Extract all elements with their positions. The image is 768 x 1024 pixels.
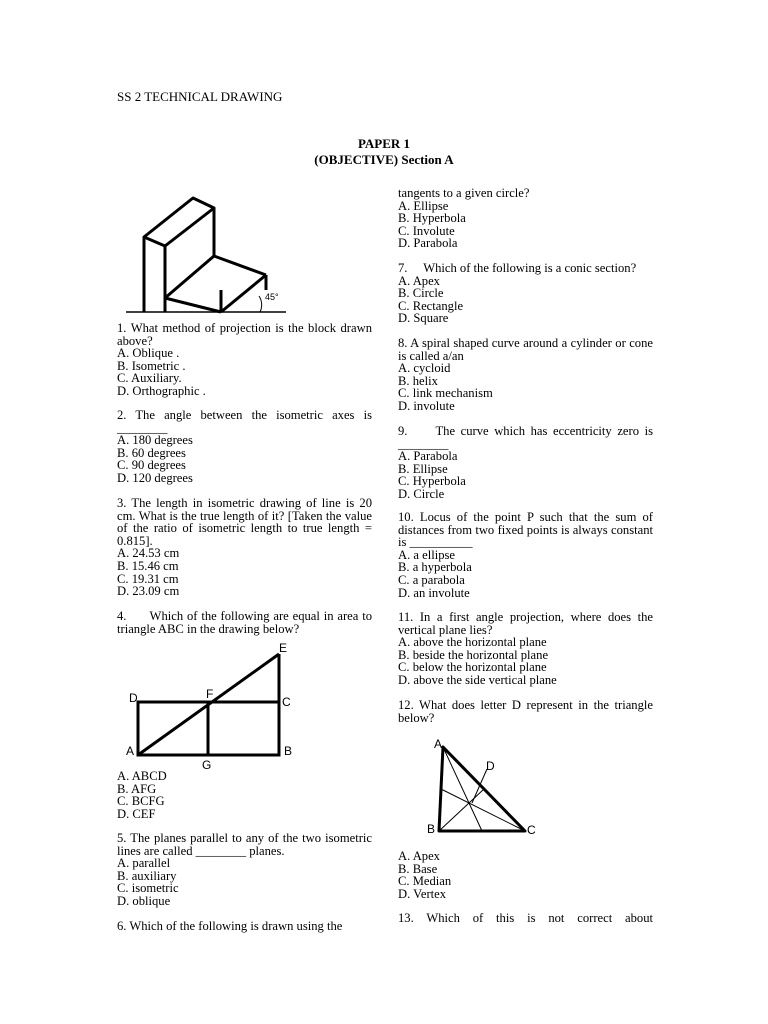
option-d: D. Vertex [398, 886, 447, 901]
option-b: B. Base [398, 861, 438, 876]
question-8 [398, 337, 653, 413]
option-a: A. Oblique . [117, 346, 180, 361]
question-1 [117, 322, 372, 398]
option-b: B. Ellipse [398, 461, 448, 476]
question-text-continued: tangents to a given circle? [398, 186, 530, 200]
paper-title-line1: PAPER 1 [357, 136, 411, 151]
option-a: A. 180 degrees [117, 433, 193, 448]
paper-title-line2: (OBJECTIVE) Section A [314, 152, 454, 167]
question-12-options [398, 850, 653, 900]
option-d: D. Parabola [398, 236, 458, 251]
option-a: A. a ellipse [398, 547, 456, 562]
label-d: D [129, 691, 138, 705]
option-a: A. parallel [117, 856, 171, 871]
option-a: A. Apex [398, 273, 440, 288]
question-text: 1. What method of projection is the block drawn above? [117, 321, 372, 348]
tri-label-c: C [527, 823, 536, 837]
question-text: 10. Locus of the point P such that the sum of distances from two fixed points is always constant is __________ [398, 510, 653, 550]
label-a: A [126, 744, 135, 758]
question-6-start [117, 920, 372, 933]
option-d: D. 23.09 cm [117, 584, 180, 599]
option-a: A. ABCD [117, 769, 167, 783]
option-c: C. BCFG [117, 794, 165, 809]
label-e: E [279, 641, 288, 655]
option-c: C. 19.31 cm [117, 571, 179, 586]
question-4 [117, 610, 372, 635]
option-c: C. a parabola [398, 572, 465, 587]
question-text: 6. Which of the following is drawn using the [117, 919, 343, 933]
question-text: 4. Which of the following are equal in area to triangle ABC in the drawing below? [117, 609, 372, 636]
option-c: C. Hyperbola [398, 474, 466, 489]
question-13 [398, 912, 653, 925]
option-c: C. link mechanism [398, 386, 493, 401]
option-d: D. Orthographic . [117, 383, 206, 398]
option-d: D. Circle [398, 486, 445, 501]
tri-label-d: D [486, 759, 495, 773]
option-d: D. CEF [117, 806, 156, 821]
triangle-figure [425, 735, 555, 839]
option-a: A. cycloid [398, 361, 451, 376]
question-text: 12. What does letter D represent in the triangle below? [398, 698, 653, 725]
question-9 [398, 425, 653, 501]
option-a: A. above the horizontal plane [398, 635, 547, 650]
option-b: B. Hyperbola [398, 211, 466, 226]
option-a: A. Ellipse [398, 198, 449, 213]
option-b: B. Circle [398, 286, 444, 301]
question-text: 8. A spiral shaped curve around a cylinder or cone is called a/an [398, 336, 653, 363]
question-10 [398, 511, 653, 599]
option-b: B. beside the horizontal plane [398, 647, 549, 662]
question-text: 2. The angle between the isometric axes is ________ [117, 408, 372, 435]
option-a: A. 24.53 cm [117, 546, 180, 561]
option-c: C. Auxiliary. [117, 371, 182, 386]
option-d: D. involute [398, 398, 455, 413]
isometric-block-figure [118, 190, 288, 320]
option-a: A. Apex [398, 849, 440, 863]
option-d: D. Square [398, 311, 449, 326]
option-b: B. a hyperbola [398, 560, 472, 575]
question-text: 9. The curve which has eccentricity zero is ________ [398, 424, 653, 451]
question-12 [398, 699, 653, 724]
option-c: C. Rectangle [398, 298, 464, 313]
option-c: C. 90 degrees [117, 458, 186, 473]
option-b: B. 60 degrees [117, 445, 186, 460]
option-c: C. Involute [398, 223, 455, 238]
question-text: 7. Which of the following is a conic section? [398, 261, 637, 275]
question-2 [117, 409, 372, 485]
tri-label-a: A [434, 737, 443, 751]
question-3 [117, 497, 372, 598]
question-text: 13. Which of this is not correct about [398, 911, 653, 925]
page-header: SS 2 TECHNICAL DRAWING [117, 89, 283, 104]
option-d: D. oblique [117, 893, 171, 908]
rectangle-abc-figure [124, 638, 304, 772]
question-text: 3. The length in isometric drawing of line is 20 cm. What is the true length of it? [Taken the value of the ratio of isometric length to true length = 0.815]. [117, 496, 372, 548]
question-text: 5. The planes parallel to any of the two isometric lines are called ________ planes. [117, 831, 372, 858]
option-a: A. Parabola [398, 449, 458, 464]
label-f: F [206, 687, 214, 701]
option-d: D. above the side vertical plane [398, 672, 557, 687]
option-c: C. below the horizontal plane [398, 660, 547, 675]
label-g: G [202, 758, 212, 772]
option-b: B. 15.46 cm [117, 558, 179, 573]
option-d: D. an involute [398, 585, 470, 600]
tri-label-b: B [427, 822, 436, 836]
angle-label: 45° [265, 292, 279, 302]
question-11 [398, 611, 653, 687]
option-b: B. AFG [117, 781, 157, 796]
question-5 [117, 832, 372, 908]
question-text: 11. In a first angle projection, where does the vertical plane lies? [398, 610, 653, 637]
option-d: D. 120 degrees [117, 470, 193, 485]
option-c: C. Median [398, 874, 452, 889]
option-b: B. auxiliary [117, 868, 177, 883]
option-b: B. helix [398, 373, 438, 388]
label-c: C [282, 695, 291, 709]
question-7 [398, 262, 653, 325]
option-b: B. Isometric . [117, 358, 186, 373]
label-b: B [284, 744, 293, 758]
option-c: C. isometric [117, 881, 179, 896]
paper-title [0, 136, 768, 168]
question-4-options [117, 770, 372, 820]
question-6-continued [398, 187, 653, 250]
